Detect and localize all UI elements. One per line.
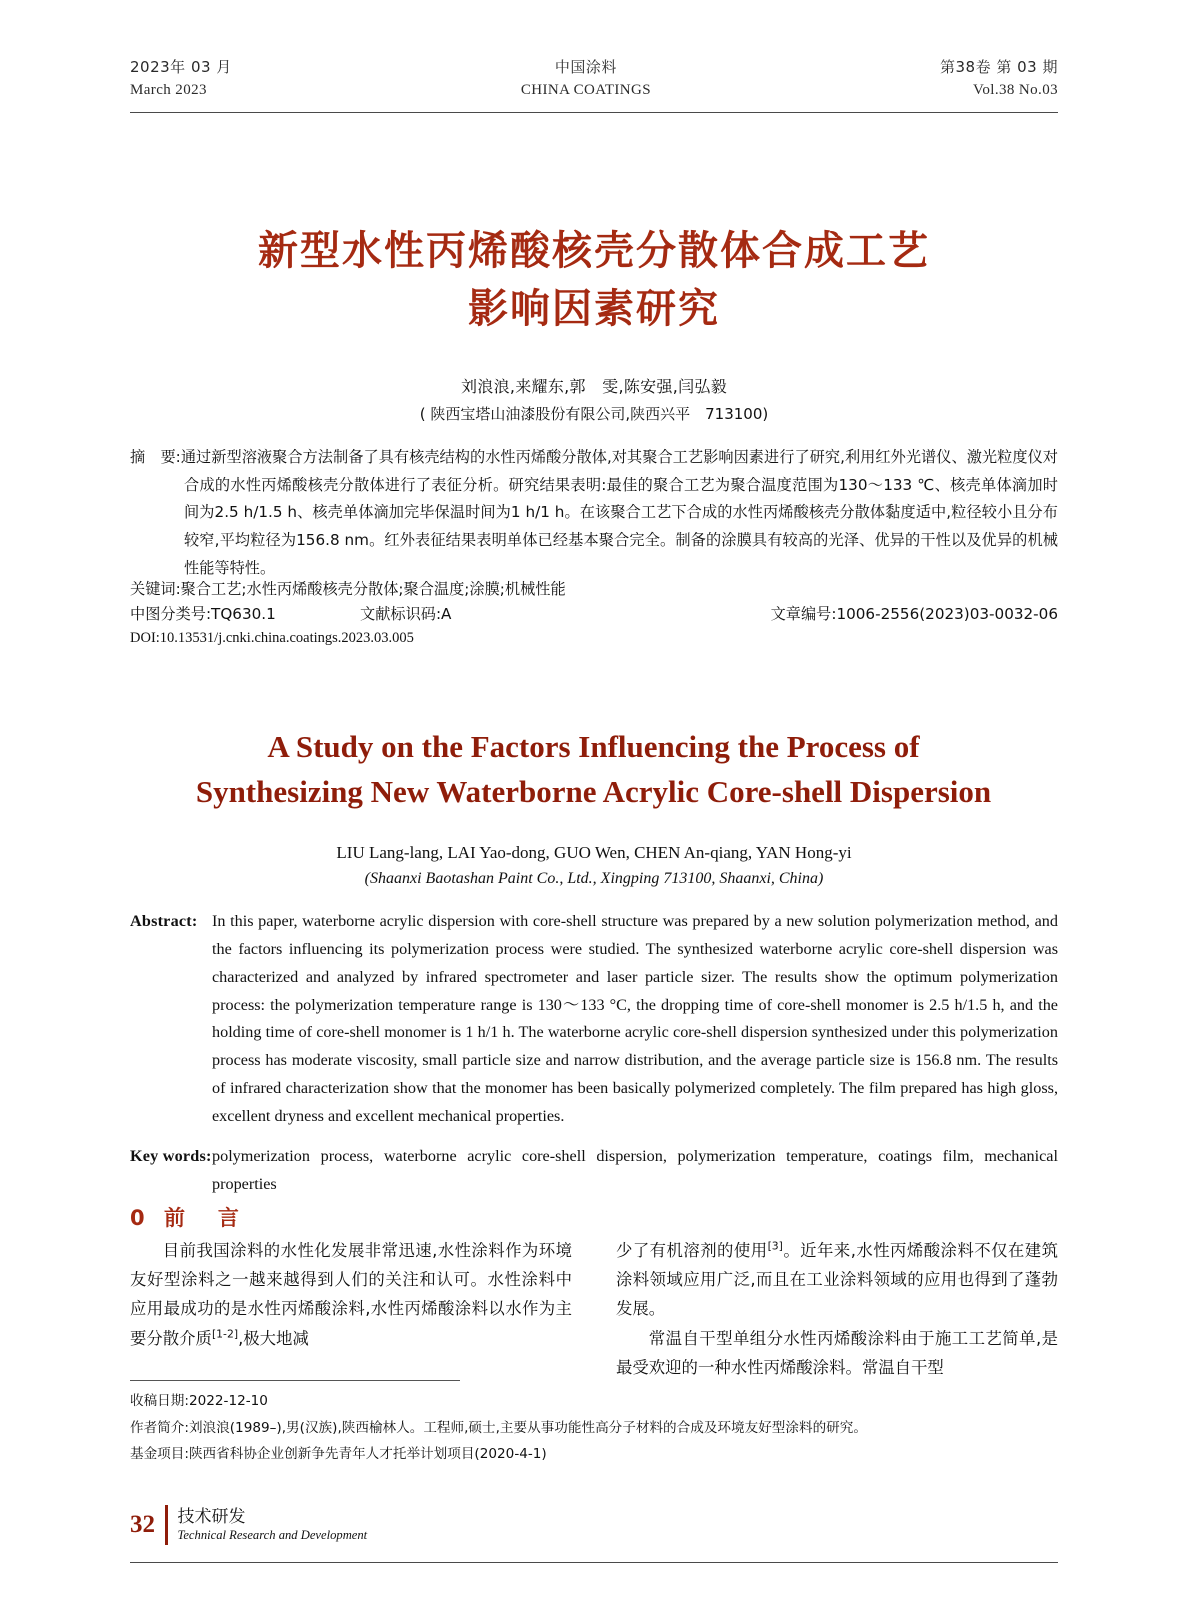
document-code: 文献标识码:A: [360, 605, 452, 623]
authors-cn: 刘浪浪,来耀东,郭 雯,陈安强,闫弘毅: [460, 377, 728, 396]
page-footer: [130, 1505, 630, 1545]
body-column-right: [616, 1236, 1058, 1377]
section-number: 0: [130, 1206, 151, 1230]
footnote-author-bio: 作者简介:刘浪浪(1989–),男(汉族),陕西榆林人。工程师,硕士,主要从事功能性高分子材料的合成及环境友好型涂料的研究。: [130, 1419, 867, 1436]
abstract-en: [130, 908, 1058, 1199]
paragraph: 少了有机溶剂的使用[3]。近年来,水性丙烯酸涂料不仅在建筑涂料领域应用广泛,而且在工业涂料领域的应用也得到了蓬勃发展。: [616, 1239, 1058, 1319]
body-column-left: [130, 1236, 572, 1361]
metadata-cn: [130, 601, 1058, 628]
authors-en: LIU Lang-lang, LAI Yao-dong, GUO Wen, CHEN An-qiang, YAN Hong-yi: [336, 843, 852, 862]
footer-section-label: [178, 1507, 368, 1543]
abstract-cn-text: 通过新型溶液聚合方法制备了具有核壳结构的水性丙烯酸分散体,对其聚合工艺影响因素进行了研究,利用红外光谱仪、激光粒度仪对合成的水性丙烯酸核壳分散体进行了表征分析。研究结果表明:最佳的聚合工艺为聚合温度范围为130～133 ℃、核壳单体滴加时间为2.5 h/1.5 h、核壳单体滴加完毕保温时间为1 h/1 h。在该聚合工艺下合成的水性丙烯酸核壳分散体黏度适中,粒径较小且分布较窄,平均粒径为156.8 nm。红外表征结果表明单体已经基本聚合完全。制备的涂膜具有较高的光泽、优异的干性以及优异的机械性能等特性。: [180, 448, 1058, 577]
paragraph: 常温自干型单组分水性丙烯酸涂料由于施工工艺简单,是最受欢迎的一种水性丙烯酸涂料。常温自干型: [616, 1328, 1058, 1377]
footnote-received-date: 收稿日期:2022-12-10: [130, 1393, 268, 1409]
page-number: 32: [130, 1511, 155, 1538]
title-cn-line-2: 影响因素研究: [468, 286, 720, 332]
header-divider: [130, 112, 1058, 113]
keywords-en-row: [130, 1143, 1058, 1199]
footer-accent-bar: [165, 1505, 168, 1545]
keywords-cn: 关键词:聚合工艺;水性丙烯酸核壳分散体;聚合温度;涂膜;机械性能: [130, 580, 566, 598]
article-id: 文章编号:1006-2556(2023)03-0032-06: [770, 605, 1058, 623]
abstract-en-text: In this paper, waterborne acrylic dispersion with core-shell structure was prepared by a new solution polymerization method, and the factors influencing its polymerization process were studied. The synthesized waterborne acrylic core-shell dispersion was characterized and analyzed by infrared spectrometer and laser particle sizer. The results show the optimum polymerization process: the polymerization temperature range is 130～133 °C, the dropping time of core-shell monomer is 2.5 h/1.5 h, and the holding time of core-shell monomer is 1 h/1 h. The waterborne acrylic core-shell dispersion synthesized under this polymerization process has moderate viscosity, small particle size and narrow distribution, and the average particle size is 156.8 nm. The results of infrared characterization show that the monomer has been basically polymerized completely. The film prepared has high gloss, excellent dryness and excellent mechanical properties.: [212, 912, 1058, 1126]
issue-date-en: March 2023: [130, 82, 207, 99]
footer-divider: [130, 1562, 1058, 1563]
abstract-cn: [130, 444, 1058, 582]
volume-issue-en: Vol.38 No.03: [973, 82, 1058, 99]
journal-name-cn: 中国涂料: [554, 58, 617, 76]
running-head-left: [130, 56, 232, 103]
page-title-en: [112, 725, 1075, 815]
footnote-divider: [130, 1380, 460, 1381]
clc-number: 中图分类号:TQ630.1: [130, 605, 276, 623]
section-heading: [130, 1202, 245, 1232]
title-en-line-1: A Study on the Factors Influencing the Process of: [267, 729, 920, 764]
footnote-funding: 基金项目:陕西省科协企业创新争先青年人才托举计划项目(2020-4-1): [130, 1446, 547, 1462]
affiliation-cn: ( 陕西宝塔山油漆股份有限公司,陕西兴平 713100): [419, 405, 769, 423]
volume-issue-cn: 第38卷 第 03 期: [940, 58, 1058, 76]
keywords-en-label: Key words:: [130, 1146, 212, 1165]
footer-section-cn: 技术研发: [177, 1506, 246, 1527]
footer-section-en: Technical Research and Development: [177, 1528, 368, 1543]
running-head-right: [940, 56, 1058, 103]
abstract-en-row: [130, 908, 1058, 1131]
body-columns: [130, 1236, 1058, 1377]
section-title: 前 言: [163, 1206, 245, 1230]
footnotes: [130, 1388, 1058, 1468]
keywords-en-text: polymerization process, waterborne acrylic core-shell dispersion, polymerization temperature, coatings film, mechanical properties: [212, 1146, 1058, 1193]
page-title-cn: [130, 222, 1058, 338]
abstract-en-label: Abstract:: [130, 912, 198, 930]
paragraph: 目前我国涂料的水性化发展非常迅速,水性涂料作为环境友好型涂料之一越来越得到人们的关注和认可。水性涂料中应用最成功的是水性丙烯酸涂料,水性丙烯酸涂料以水作为主要分散介质[1-2],极大地减: [130, 1241, 572, 1348]
running-head: [130, 56, 1058, 103]
issue-date-cn: 2023年 03 月: [130, 58, 232, 76]
title-en-line-2: Synthesizing New Waterborne Acrylic Core-shell Dispersion: [195, 773, 992, 809]
journal-name-en: CHINA COATINGS: [520, 82, 652, 99]
running-head-center: [521, 56, 651, 103]
abstract-cn-body: [130, 444, 1058, 582]
doi: DOI:10.13531/j.cnki.china.coatings.2023.03.005: [130, 630, 414, 646]
affiliation-en: (Shaanxi Baotashan Paint Co., Ltd., Xingping 713100, Shaanxi, China): [364, 870, 824, 887]
title-cn-line-1: 新型水性丙烯酸核壳分散体合成工艺: [258, 228, 930, 274]
abstract-cn-label: 摘 要:: [130, 448, 181, 466]
